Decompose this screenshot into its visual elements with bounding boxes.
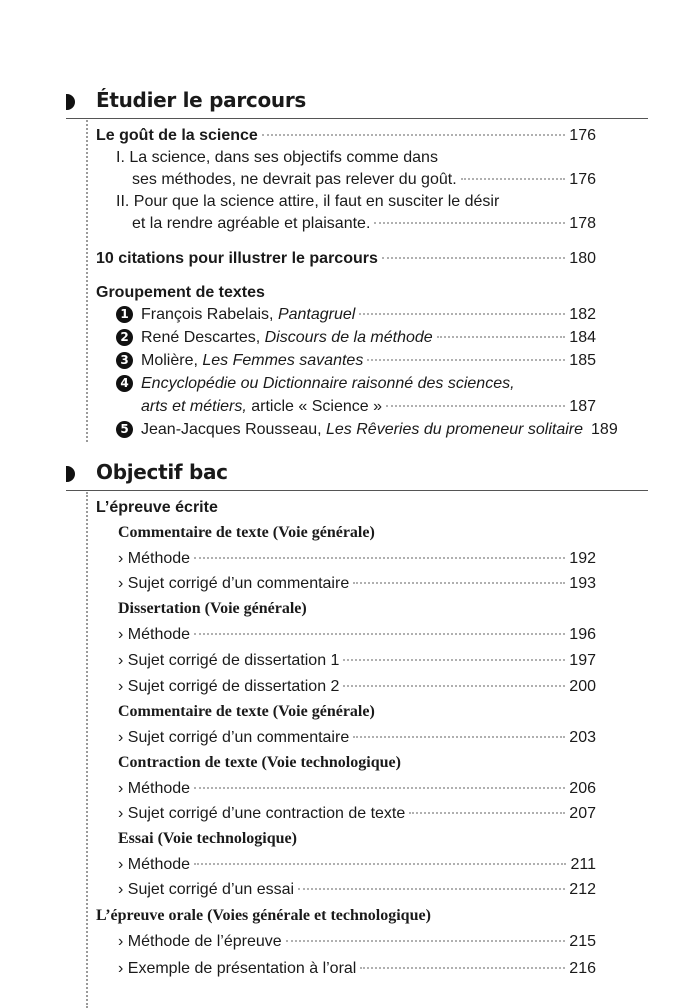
page-number: 178 <box>569 215 596 232</box>
toc-entry[interactable]: › Sujet corrigé de dissertation 1 197 <box>118 649 596 673</box>
page-number: 207 <box>569 805 596 822</box>
toc-subheading: Contraction de texte (Voie technologique) <box>118 754 401 771</box>
section-title: Objectif bac <box>96 460 228 484</box>
leader-dots <box>194 787 565 789</box>
toc-entry[interactable]: › Méthode 192 <box>118 547 596 571</box>
number-2-icon: 2 <box>116 329 133 346</box>
number-4-icon: 4 <box>116 375 133 392</box>
toc-heading: Groupement de textes <box>96 284 265 301</box>
section-bullet-icon <box>66 466 75 482</box>
toc-entry[interactable]: › Sujet corrigé d’une contraction de texte 207 <box>118 802 596 826</box>
page-number: 215 <box>569 933 596 950</box>
toc-heading: L’épreuve écrite <box>96 499 218 516</box>
toc-entry[interactable]: › Sujet corrigé d’un commentaire 193 <box>118 572 596 596</box>
toc-entry[interactable]: › Sujet corrigé d’un commentaire 203 <box>118 726 596 750</box>
section-title: Étudier le parcours <box>96 88 306 112</box>
page-number: 203 <box>569 729 596 746</box>
toc-subheading: Essai (Voie technologique) <box>118 830 297 847</box>
leader-dots <box>353 582 565 584</box>
leader-dots <box>343 685 565 687</box>
toc-entry[interactable]: 1 François Rabelais, Pantagruel 182 <box>116 303 596 327</box>
toc-entry[interactable]: ses méthodes, ne devrait pas relever du goût. 176 <box>132 168 596 192</box>
toc-entry[interactable]: Le goût de la science 176 <box>96 124 596 148</box>
toc-entry[interactable]: › Sujet corrigé d’un essai 212 <box>118 878 596 902</box>
toc-entry[interactable]: et la rendre agréable et plaisante. 178 <box>132 212 596 236</box>
toc-entry[interactable]: 3 Molière, Les Femmes savantes 185 <box>116 349 596 373</box>
page-number: 189 <box>591 421 618 438</box>
page-number: 184 <box>569 329 596 346</box>
toc-subheading: Commentaire de texte (Voie générale) <box>118 524 375 541</box>
toc-subheading: Commentaire de texte (Voie générale) <box>118 703 375 720</box>
page-number: 196 <box>569 626 596 643</box>
toc-entry[interactable]: arts et métiers, article « Science » 187 <box>141 395 596 419</box>
toc-entry-line: I. La science, dans ses objectifs comme dans <box>116 149 438 166</box>
toc-subheading: Dissertation (Voie générale) <box>118 600 307 617</box>
toc-entry[interactable]: › Exemple de présentation à l’oral 216 <box>118 957 596 981</box>
page-number: 197 <box>569 652 596 669</box>
page-number: 180 <box>569 250 596 267</box>
leader-dots <box>194 863 566 865</box>
toc-entry-line: II. Pour que la science attire, il faut en susciter le désir <box>116 193 500 210</box>
page-number: 182 <box>569 306 596 323</box>
page-number: 206 <box>569 780 596 797</box>
section-objectif-bac-list <box>96 0 648 1008</box>
leader-dots <box>343 659 565 661</box>
page-number: 176 <box>569 127 596 144</box>
leader-dots <box>409 812 565 814</box>
page-number: 185 <box>569 352 596 369</box>
page-number: 193 <box>569 575 596 592</box>
number-1-icon: 1 <box>116 306 133 323</box>
toc-entry[interactable]: 2 René Descartes, Discours de la méthode 184 <box>116 326 596 350</box>
toc-entry[interactable]: › Sujet corrigé de dissertation 2 200 <box>118 675 596 699</box>
toc-entry[interactable]: › Méthode 196 <box>118 623 596 647</box>
leader-dots <box>360 967 565 969</box>
toc-entry-line: 4 Encyclopédie ou Dictionnaire raisonné des sciences, <box>116 372 515 396</box>
section-bullet-icon <box>66 94 75 110</box>
leader-dots <box>286 940 566 942</box>
page-number: 200 <box>569 678 596 695</box>
page-number: 192 <box>569 550 596 567</box>
leader-dots <box>194 557 565 559</box>
margin-dotted-line-2 <box>86 492 88 1008</box>
toc-entry[interactable]: › Méthode 211 <box>118 853 596 877</box>
page-number: 176 <box>569 171 596 188</box>
toc-entry[interactable]: › Méthode 206 <box>118 777 596 801</box>
number-5-icon: 5 <box>116 421 133 438</box>
toc-entry[interactable]: 5 Jean-Jacques Rousseau, Les Rêveries du promeneur solitaire 189 <box>116 418 596 442</box>
toc-entry[interactable]: › Méthode de l’épreuve 215 <box>118 930 596 954</box>
margin-dotted-line-1 <box>86 120 88 442</box>
number-3-icon: 3 <box>116 352 133 369</box>
toc-entry[interactable]: 10 citations pour illustrer le parcours 180 <box>96 247 596 271</box>
page-number: 212 <box>569 881 596 898</box>
leader-dots <box>298 888 565 890</box>
page-number: 187 <box>569 398 596 415</box>
toc-heading: L’épreuve orale (Voies générale et technologique) <box>96 907 431 924</box>
leader-dots <box>353 736 565 738</box>
page-number: 216 <box>569 960 596 977</box>
page-number: 211 <box>570 856 596 873</box>
leader-dots <box>194 633 565 635</box>
